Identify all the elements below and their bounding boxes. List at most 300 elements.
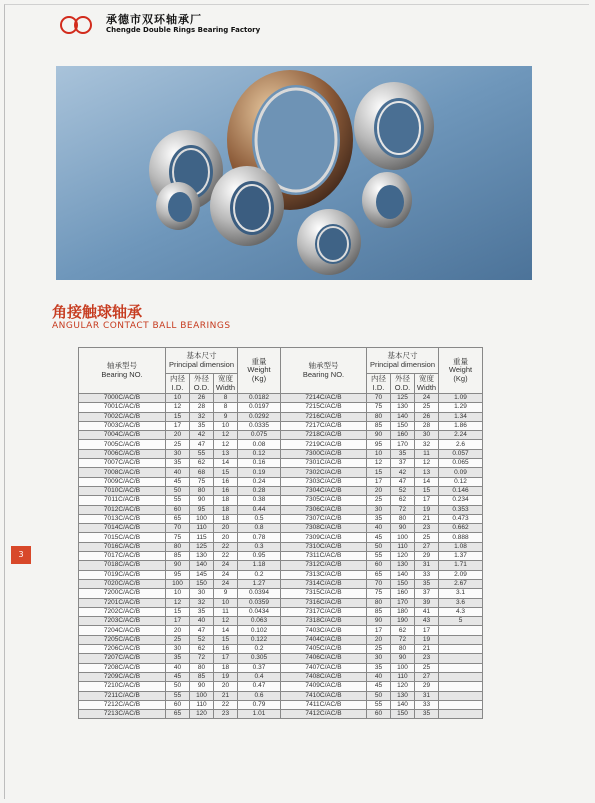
bearing-no-header-en: Bearing NO. xyxy=(302,369,345,379)
table-cell: 7020C/AC/B xyxy=(79,579,166,588)
table-cell: 10 xyxy=(214,421,238,430)
table-cell: 60 xyxy=(166,505,190,514)
table-cell: 24 xyxy=(214,561,238,570)
table-cell: 7217C/AC/B xyxy=(281,421,367,430)
table-cell: 0.0394 xyxy=(238,589,281,598)
table-cell: 47 xyxy=(190,626,214,635)
table-cell: 21 xyxy=(214,691,238,700)
table-cell: 0.95 xyxy=(238,552,281,561)
table-cell: 85 xyxy=(166,552,190,561)
table-cell: 47 xyxy=(190,440,214,449)
table-row xyxy=(79,672,483,681)
table-cell: 22 xyxy=(214,700,238,709)
table-cell: 125 xyxy=(391,394,415,403)
table-cell: 37 xyxy=(415,589,439,598)
table-cell: 23 xyxy=(415,654,439,663)
od-header-cn: 外径 xyxy=(395,374,410,383)
table-cell: 0.08 xyxy=(238,440,281,449)
table-cell: 7212C/AC/B xyxy=(79,700,166,709)
table-cell: 0.305 xyxy=(238,654,281,663)
table-cell: 7317C/AC/B xyxy=(281,607,367,616)
table-cell: 17 xyxy=(166,617,190,626)
table-cell: 7219C/AC/B xyxy=(281,440,367,449)
table-cell: 20 xyxy=(367,486,391,495)
table-cell: 20 xyxy=(166,431,190,440)
table-cell: 70 xyxy=(367,579,391,588)
table-cell: 7315C/AC/B xyxy=(281,589,367,598)
table-cell: 8 xyxy=(214,403,238,412)
table-cell: 7311C/AC/B xyxy=(281,552,367,561)
table-cell: 7013C/AC/B xyxy=(79,514,166,523)
table-cell: 37 xyxy=(391,459,415,468)
table-cell: 145 xyxy=(190,570,214,579)
table-cell: 72 xyxy=(190,654,214,663)
table-cell: 28 xyxy=(190,403,214,412)
table-cell xyxy=(439,663,483,672)
table-cell: 0.4 xyxy=(238,672,281,681)
table-cell: 7307C/AC/B xyxy=(281,514,367,523)
table-cell: 40 xyxy=(190,617,214,626)
table-cell: 90 xyxy=(166,561,190,570)
table-cell: 14 xyxy=(214,626,238,635)
width-header-en: Width xyxy=(215,382,236,392)
table-row xyxy=(79,496,483,505)
table-cell: 95 xyxy=(190,505,214,514)
table-cell: 130 xyxy=(391,403,415,412)
table-cell: 52 xyxy=(190,635,214,644)
table-cell: 7303C/AC/B xyxy=(281,477,367,486)
table-cell: 0.075 xyxy=(238,431,281,440)
table-cell: 0.234 xyxy=(439,496,483,505)
section-title-cn: 角接触球轴承 xyxy=(52,303,143,321)
table-cell: 0.0359 xyxy=(238,598,281,607)
bearing-bottom xyxy=(297,209,361,275)
table-cell: 95 xyxy=(367,440,391,449)
dimension-header xyxy=(367,348,439,374)
table-cell: 16 xyxy=(214,486,238,495)
table-cell: 55 xyxy=(166,496,190,505)
table-cell: 20 xyxy=(166,626,190,635)
table-row xyxy=(79,570,483,579)
table-cell: 32 xyxy=(190,598,214,607)
table-cell: 45 xyxy=(166,477,190,486)
table-cell: 7408C/AC/B xyxy=(281,672,367,681)
table-row xyxy=(79,533,483,542)
weight-header xyxy=(439,348,483,394)
table-cell: 14 xyxy=(214,459,238,468)
table-row xyxy=(79,700,483,709)
table-cell: 7210C/AC/B xyxy=(79,682,166,691)
table-cell: 0.37 xyxy=(238,663,281,672)
table-row xyxy=(79,459,483,468)
table-cell: 60 xyxy=(367,561,391,570)
company-name-cn: 承德市双环轴承厂 xyxy=(106,13,202,26)
table-row xyxy=(79,710,483,719)
table-cell: 25 xyxy=(367,496,391,505)
table-cell: 4.3 xyxy=(439,607,483,616)
table-cell: 35 xyxy=(367,514,391,523)
table-cell: 7012C/AC/B xyxy=(79,505,166,514)
table-cell: 0.12 xyxy=(439,477,483,486)
table-cell xyxy=(439,691,483,700)
table-cell: 70 xyxy=(166,524,190,533)
table-cell: 31 xyxy=(415,691,439,700)
table-cell xyxy=(439,626,483,635)
table-row xyxy=(79,654,483,663)
table-cell: 62 xyxy=(391,626,415,635)
table-cell: 7412C/AC/B xyxy=(281,710,367,719)
table-cell: 55 xyxy=(367,552,391,561)
table-row xyxy=(79,394,483,403)
table-cell: 7302C/AC/B xyxy=(281,468,367,477)
width-header-cn: 宽度 xyxy=(419,374,434,383)
table-cell: 12 xyxy=(214,440,238,449)
table-cell: 18 xyxy=(214,663,238,672)
company-name-en: Chengde Double Rings Bearing Factory xyxy=(106,26,261,34)
table-row xyxy=(79,552,483,561)
bearings-photo xyxy=(56,66,532,280)
dimension-header-cn: 基本尺寸 xyxy=(387,351,418,360)
table-cell: 170 xyxy=(391,598,415,607)
table-cell: 150 xyxy=(391,710,415,719)
table-cell: 7308C/AC/B xyxy=(281,524,367,533)
table-cell: 30 xyxy=(415,431,439,440)
id-header xyxy=(367,374,391,394)
table-row xyxy=(79,561,483,570)
table-cell: 40 xyxy=(367,672,391,681)
table-cell: 0.063 xyxy=(238,617,281,626)
table-cell: 180 xyxy=(391,607,415,616)
table-cell: 0.47 xyxy=(238,682,281,691)
table-cell: 100 xyxy=(190,514,214,523)
table-cell: 7209C/AC/B xyxy=(79,672,166,681)
table-cell: 41 xyxy=(415,607,439,616)
table-cell: 40 xyxy=(166,468,190,477)
table-cell: 55 xyxy=(166,691,190,700)
table-cell: 7200C/AC/B xyxy=(79,589,166,598)
table-cell: 85 xyxy=(367,607,391,616)
table-cell: 7014C/AC/B xyxy=(79,524,166,533)
table-row xyxy=(79,617,483,626)
table-cell: 7410C/AC/B xyxy=(281,691,367,700)
table-row xyxy=(79,421,483,430)
table-cell: 2.09 xyxy=(439,570,483,579)
table-cell: 33 xyxy=(415,700,439,709)
table-cell: 15 xyxy=(166,412,190,421)
table-cell: 50 xyxy=(367,691,391,700)
table-cell: 35 xyxy=(190,607,214,616)
table-cell: 115 xyxy=(190,533,214,542)
table-cell: 0.0292 xyxy=(238,412,281,421)
bearing-no-header xyxy=(281,348,367,394)
width-header xyxy=(214,374,238,394)
table-cell: 7407C/AC/B xyxy=(281,663,367,672)
table-cell: 15 xyxy=(214,468,238,477)
table-cell: 35 xyxy=(391,449,415,458)
table-cell: 7406C/AC/B xyxy=(281,654,367,663)
table-cell: 7205C/AC/B xyxy=(79,635,166,644)
table-cell: 0.24 xyxy=(238,477,281,486)
table-cell: 45 xyxy=(166,672,190,681)
table-cell: 120 xyxy=(391,682,415,691)
table-cell: 40 xyxy=(166,663,190,672)
table-cell: 10 xyxy=(166,394,190,403)
table-cell: 25 xyxy=(415,533,439,542)
table-cell: 0.0182 xyxy=(238,394,281,403)
table-cell: 7006C/AC/B xyxy=(79,449,166,458)
table-cell: 100 xyxy=(166,579,190,588)
table-row xyxy=(79,663,483,672)
table-cell: 11 xyxy=(214,607,238,616)
bearing-no-header-en: Bearing NO. xyxy=(101,369,143,379)
table-row xyxy=(79,505,483,514)
table-cell: 26 xyxy=(190,394,214,403)
table-cell: 12 xyxy=(415,459,439,468)
weight-header-unit: (Kg) xyxy=(251,373,267,383)
table-cell: 52 xyxy=(391,486,415,495)
table-cell: 60 xyxy=(367,710,391,719)
table-cell: 12 xyxy=(166,403,190,412)
table-cell: 50 xyxy=(166,486,190,495)
table-cell: 7300C/AC/B xyxy=(281,449,367,458)
table-cell: 0.12 xyxy=(238,449,281,458)
table-cell: 7213C/AC/B xyxy=(79,710,166,719)
table-cell: 75 xyxy=(166,533,190,542)
id-header-en: I.D. xyxy=(171,382,184,392)
od-header xyxy=(391,374,415,394)
table-cell xyxy=(439,654,483,663)
table-cell: 16 xyxy=(214,645,238,654)
table-cell: 25 xyxy=(415,663,439,672)
table-cell: 0.057 xyxy=(439,449,483,458)
weight-header-cn: 重量 xyxy=(251,356,267,366)
table-row xyxy=(79,477,483,486)
table-cell: 20 xyxy=(214,524,238,533)
table-cell: 10 xyxy=(166,589,190,598)
table-row xyxy=(79,645,483,654)
table-row xyxy=(79,486,483,495)
id-header xyxy=(166,374,190,394)
table-cell: 25 xyxy=(367,645,391,654)
table-cell: 7201C/AC/B xyxy=(79,598,166,607)
width-header xyxy=(415,374,439,394)
table-cell: 7316C/AC/B xyxy=(281,598,367,607)
table-cell: 7007C/AC/B xyxy=(79,459,166,468)
table-cell: 15 xyxy=(214,635,238,644)
table-cell: 60 xyxy=(166,700,190,709)
table-cell: 150 xyxy=(391,421,415,430)
table-cell: 7409C/AC/B xyxy=(281,682,367,691)
table-cell: 15 xyxy=(415,486,439,495)
table-cell: 0.6 xyxy=(238,691,281,700)
table-cell: 0.0335 xyxy=(238,421,281,430)
table-cell: 0.3 xyxy=(238,542,281,551)
table-row xyxy=(79,403,483,412)
table-cell: 7019C/AC/B xyxy=(79,570,166,579)
table-cell: 7309C/AC/B xyxy=(281,533,367,542)
table-cell: 7010C/AC/B xyxy=(79,486,166,495)
table-cell: 7216C/AC/B xyxy=(281,412,367,421)
table-cell: 21 xyxy=(415,514,439,523)
od-header-cn: 外径 xyxy=(194,374,209,383)
company-header xyxy=(58,14,260,36)
table-cell: 7215C/AC/B xyxy=(281,403,367,412)
table-row xyxy=(79,468,483,477)
bearing-no-header-cn: 轴承型号 xyxy=(107,361,137,370)
id-header-en: I.D. xyxy=(372,382,385,392)
table-cell: 7214C/AC/B xyxy=(281,394,367,403)
table-cell: 11 xyxy=(415,449,439,458)
table-cell: 7405C/AC/B xyxy=(281,645,367,654)
table-cell: 7000C/AC/B xyxy=(79,394,166,403)
double-rings-logo-icon xyxy=(58,14,98,36)
table-cell: 1.37 xyxy=(439,552,483,561)
table-cell: 24 xyxy=(214,570,238,579)
table-cell: 35 xyxy=(166,459,190,468)
table-cell: 0.662 xyxy=(439,524,483,533)
table-cell: 13 xyxy=(214,449,238,458)
od-header xyxy=(190,374,214,394)
table-row xyxy=(79,440,483,449)
table-cell: 62 xyxy=(391,496,415,505)
table-row xyxy=(79,579,483,588)
table-cell: 130 xyxy=(190,552,214,561)
bearing-right-small xyxy=(362,172,412,228)
table-cell: 100 xyxy=(391,533,415,542)
table-cell: 7004C/AC/B xyxy=(79,431,166,440)
table-cell: 7017C/AC/B xyxy=(79,552,166,561)
table-cell: 160 xyxy=(391,431,415,440)
table-cell: 30 xyxy=(367,654,391,663)
table-cell: 55 xyxy=(190,449,214,458)
section-title-en: ANGULAR CONTACT BALL BEARINGS xyxy=(52,321,231,331)
table-cell: 90 xyxy=(391,524,415,533)
table-cell: 1.34 xyxy=(439,412,483,421)
table-cell: 20 xyxy=(214,533,238,542)
table-row xyxy=(79,412,483,421)
table-cell: 80 xyxy=(166,542,190,551)
table-row xyxy=(79,626,483,635)
table-cell: 7404C/AC/B xyxy=(281,635,367,644)
dimension-header xyxy=(166,348,238,374)
table-cell: 130 xyxy=(391,561,415,570)
table-cell: 22 xyxy=(214,552,238,561)
table-cell: 30 xyxy=(190,589,214,598)
table-cell: 25 xyxy=(415,403,439,412)
table-cell: 0.28 xyxy=(238,486,281,495)
table-cell: 27 xyxy=(415,672,439,681)
width-header-en: Width xyxy=(416,382,437,392)
table-cell: 110 xyxy=(391,542,415,551)
table-cell: 140 xyxy=(190,561,214,570)
table-cell: 21 xyxy=(415,645,439,654)
table-cell: 12 xyxy=(367,459,391,468)
table-cell: 17 xyxy=(214,654,238,663)
table-cell: 7305C/AC/B xyxy=(281,496,367,505)
table-cell: 0.44 xyxy=(238,505,281,514)
weight-header-cn: 重量 xyxy=(453,356,468,366)
table-cell: 31 xyxy=(415,561,439,570)
table-cell: 0.473 xyxy=(439,514,483,523)
table-cell: 30 xyxy=(166,645,190,654)
table-cell: 2.6 xyxy=(439,440,483,449)
table-row xyxy=(79,607,483,616)
table-cell: 65 xyxy=(166,514,190,523)
table-cell: 9 xyxy=(214,589,238,598)
table-cell: 7015C/AC/B xyxy=(79,533,166,542)
table-cell: 125 xyxy=(190,542,214,551)
table-cell: 10 xyxy=(367,449,391,458)
table-row xyxy=(79,431,483,440)
table-cell: 0.5 xyxy=(238,514,281,523)
table-cell: 25 xyxy=(166,440,190,449)
table-cell: 7002C/AC/B xyxy=(79,412,166,421)
table-cell: 24 xyxy=(415,394,439,403)
table-cell: 7411C/AC/B xyxy=(281,700,367,709)
table-cell: 7218C/AC/B xyxy=(281,431,367,440)
table-cell: 32 xyxy=(415,440,439,449)
table-cell: 0.16 xyxy=(238,459,281,468)
table-cell: 80 xyxy=(391,514,415,523)
table-cell: 7008C/AC/B xyxy=(79,468,166,477)
table-cell: 33 xyxy=(415,570,439,579)
table-cell: 55 xyxy=(367,700,391,709)
table-cell: 0.2 xyxy=(238,570,281,579)
table-cell: 120 xyxy=(391,552,415,561)
table-cell: 0.888 xyxy=(439,533,483,542)
bearing-spec-table xyxy=(78,347,483,719)
table-cell: 30 xyxy=(166,449,190,458)
table-cell: 150 xyxy=(391,579,415,588)
table-cell: 35 xyxy=(367,663,391,672)
table-cell: 7206C/AC/B xyxy=(79,645,166,654)
table-cell: 85 xyxy=(367,421,391,430)
table-cell xyxy=(439,645,483,654)
table-cell: 0.78 xyxy=(238,533,281,542)
table-cell: 80 xyxy=(190,486,214,495)
table-row xyxy=(79,524,483,533)
table-cell: 100 xyxy=(391,663,415,672)
table-cell: 27 xyxy=(415,542,439,551)
table-cell: 17 xyxy=(367,477,391,486)
dimension-header-en: Principal dimension xyxy=(168,359,235,369)
table-cell: 7203C/AC/B xyxy=(79,617,166,626)
table-cell: 17 xyxy=(415,496,439,505)
table-cell: 17 xyxy=(415,626,439,635)
table-cell: 85 xyxy=(190,672,214,681)
table-cell: 9 xyxy=(214,412,238,421)
table-cell: 130 xyxy=(391,691,415,700)
table-cell: 0.102 xyxy=(238,626,281,635)
table-cell: 70 xyxy=(367,394,391,403)
table-cell: 15 xyxy=(166,607,190,616)
table-cell: 19 xyxy=(415,505,439,514)
table-cell: 0.38 xyxy=(238,496,281,505)
table-cell: 3.6 xyxy=(439,598,483,607)
table-cell: 50 xyxy=(166,682,190,691)
table-cell: 1.86 xyxy=(439,421,483,430)
table-cell: 0.0434 xyxy=(238,607,281,616)
table-row xyxy=(79,589,483,598)
table-cell: 0.146 xyxy=(439,486,483,495)
table-cell: 150 xyxy=(190,579,214,588)
table-cell: 8 xyxy=(214,394,238,403)
table-cell: 7001C/AC/B xyxy=(79,403,166,412)
table-cell: 16 xyxy=(214,477,238,486)
table-cell: 12 xyxy=(214,617,238,626)
table-cell: 90 xyxy=(391,654,415,663)
table-cell: 0.19 xyxy=(238,468,281,477)
